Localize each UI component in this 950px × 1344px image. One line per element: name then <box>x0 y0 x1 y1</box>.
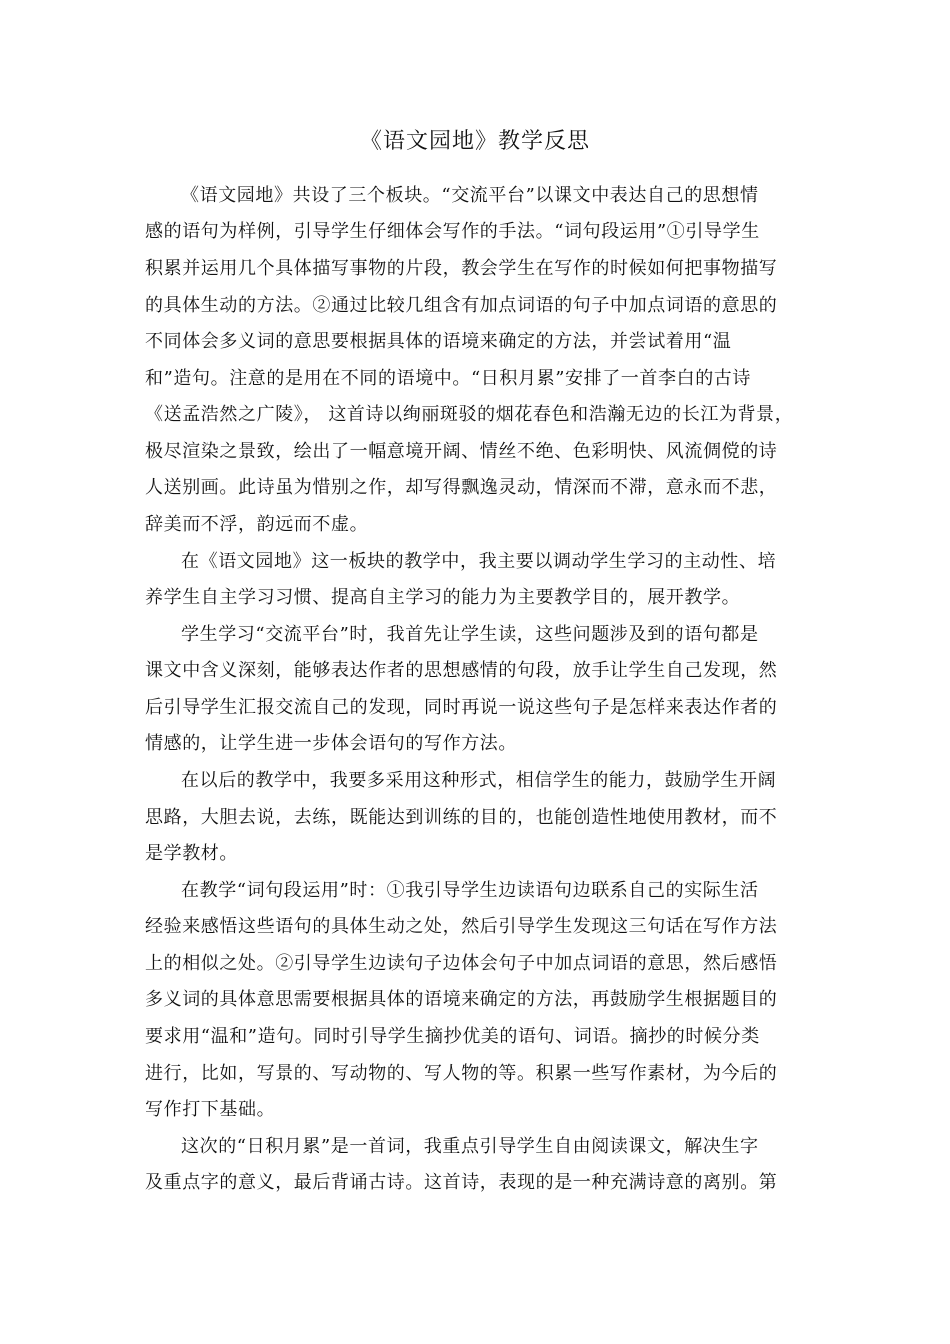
paragraph-line: 极尽渲染之景致，绘出了一幅意境开阔、情丝不绝、色彩明快、风流倜傥的诗 <box>145 441 778 462</box>
paragraph-line: 养学生自主学习习惯、提高自主学习的能力为主要教学目的，展开教学。 <box>145 587 741 608</box>
paragraph-line: 课文中含义深刻，能够表达作者的思想感情的句段，放手让学生自己发现，然 <box>145 660 778 681</box>
paragraph-line: 感的语句为样例，引导学生仔细体会写作的手法。“词句段运用”①引导学生 <box>145 221 760 242</box>
document-title: 《语文园地》教学反思 <box>359 129 590 154</box>
paragraph-line: 学生学习“交流平台”时，我首先让学生读，这些问题涉及到的语句都是 <box>181 624 759 645</box>
paragraph-line: 辞美而不浮，韵远而不虚。 <box>145 514 369 535</box>
paragraph-line: 《送孟浩然之广陵》， 这首诗以绚丽斑驳的烟花春色和浩瀚无边的长江为背景， <box>145 404 794 425</box>
paragraph-line: 人送别画。此诗虽为惜别之作，却写得飘逸灵动，情深而不滞，意永而不悲， <box>145 477 778 498</box>
paragraph-line: 积累并运用几个具体描写事物的片段，教会学生在写作的时候如何把事物描写 <box>145 258 778 279</box>
paragraph-line: 和”造句。注意的是用在不同的语境中。“日积月累”安排了一首李白的古诗 <box>145 368 752 389</box>
paragraph-line: 多义词的具体意思需要根据具体的语境来确定的方法，再鼓励学生根据题目的 <box>145 989 778 1010</box>
paragraph-line: 在《语文园地》这一板块的教学中，我主要以调动学生学习的主动性、培 <box>181 551 777 572</box>
paragraph-line: 写作打下基础。 <box>145 1099 276 1120</box>
paragraph-line: 进行，比如，写景的、写动物的、写人物的等。积累一些写作素材，为今后的 <box>145 1063 778 1084</box>
paragraph-line: 思路，大胆去说，去练，既能达到训练的目的，也能创造性地使用教材，而不 <box>145 807 778 828</box>
paragraph-line: 及重点字的意义，最后背诵古诗。这首诗，表现的是一种充满诗意的离别。第 <box>145 1172 778 1193</box>
paragraph-line: 后引导学生汇报交流自己的发现，同时再说一说这些句子是怎样来表达作者的 <box>145 697 778 718</box>
paragraph-line: 在教学“词句段运用”时：①我引导学生边读语句边联系自己的实际生活 <box>181 880 759 901</box>
paragraph-line: 《语文园地》共设了三个板块。“交流平台”以课文中表达自己的思想情 <box>181 185 759 206</box>
paragraph-line: 经验来感悟这些语句的具体生动之处，然后引导学生发现这三句话在写作方法 <box>145 916 778 937</box>
paragraph-line: 的具体生动的方法。②通过比较几组含有加点词语的句子中加点词语的意思的 <box>145 295 778 316</box>
paragraph-line: 不同体会多义词的意思要根据具体的语境来确定的方法，并尝试着用“温 <box>145 331 732 352</box>
paragraph-line: 情感的，让学生进一步体会语句的写作方法。 <box>145 733 517 754</box>
paragraph-line: 在以后的教学中，我要多采用这种形式，相信学生的能力，鼓励学生开阔 <box>181 770 777 791</box>
paragraph-line: 这次的“日积月累”是一首词，我重点引导学生自由阅读课文，解决生字 <box>181 1136 759 1157</box>
paragraph-line: 上的相似之处。②引导学生边读句子边体会句子中加点词语的意思，然后感悟 <box>145 953 778 974</box>
paragraph-line: 是学教材。 <box>145 843 238 864</box>
paragraph-line: 要求用“温和”造句。同时引导学生摘抄优美的语句、词语。摘抄的时候分类 <box>145 1026 760 1047</box>
